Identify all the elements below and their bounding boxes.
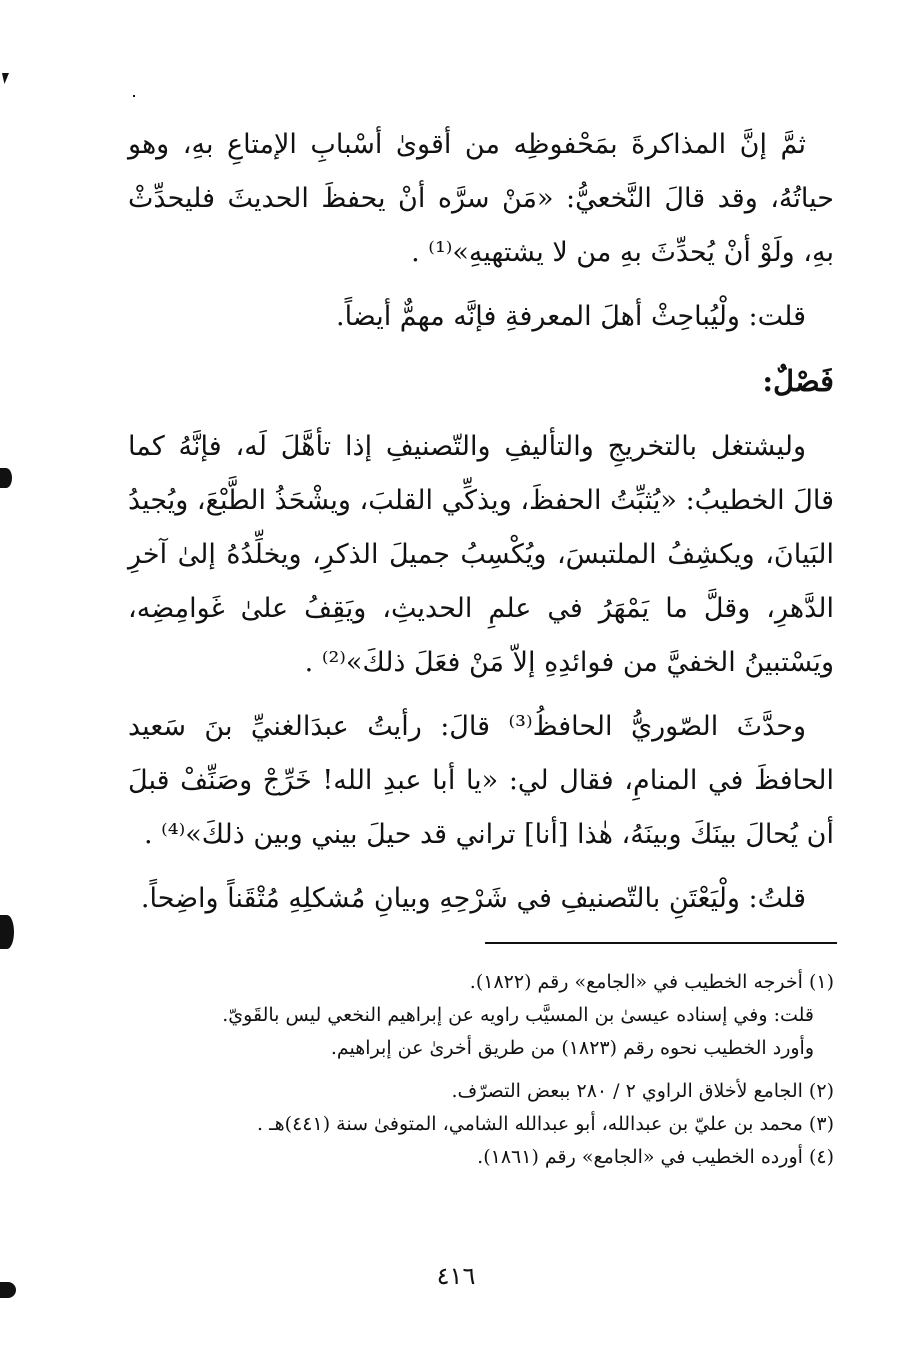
footnotes [150, 966, 834, 1174]
paragraph-discussion: قلت: ولْيُباحِثْ أهلَ المعرفةِ فإنَّه مهمٌّ أيضاً. [335, 301, 806, 332]
paragraph-memorization: ثمَّ إنَّ المذاكرةَ بمَحْفوظِه من أقوىٰ أسْبابِ الإمتاعِ بهِ، وهو حياتُهُ، وقد قالَ النَّخعيُّ: «مَنْ سرَّه أنْ يحفظَ الحديثَ فليحدِّثْ بهِ، ولَوْ أنْ يُحدِّثَ بهِ من لا يشتهيهِ»⁽¹⁾ . [128, 129, 834, 268]
scan-mark-edge-2 [0, 915, 14, 949]
footnote-separator [485, 942, 837, 944]
footnote-gap [150, 1065, 834, 1075]
scan-mark-top [2, 73, 9, 84]
paragraph-explanation: قلتُ: ولْيَعْتَنِ بالتّصنيفِ في شَرْحِهِ وبيانِ مُشكلِهِ مُتْقَناً واضِحاً. [140, 883, 806, 914]
page-number: ٤١٦ [436, 1262, 476, 1290]
footnote-2: (٢) الجامع لأخلاق الراوي ٢ / ٢٨٠ ببعض التصرّف. [451, 1080, 834, 1102]
scan-dot [133, 95, 135, 97]
footnote-3: (٣) محمد بن عليّ بن عبدالله، أبو عبدالله الشامي، المتوفىٰ سنة (٤٤١)هـ . [257, 1113, 834, 1135]
section-heading: فَصْلٌ: [762, 364, 834, 398]
scan-mark-edge-1 [0, 468, 12, 488]
footnote-4: (٤) أورده الخطيب في «الجامع» رقم (١٨٦١). [477, 1146, 834, 1168]
footnote-1-note: قلت: وفي إسناده عيسىٰ بن المسيَّب راويه عن إبراهيم النخعي ليس بالقَويّ. [222, 1004, 814, 1026]
footnote-1: (١) أخرجه الخطيب في «الجامع» رقم (١٨٢٢). [469, 971, 834, 993]
paragraph-authoring: وليشتغل بالتخريجِ والتأليفِ والتّصنيفِ إذا تأهَّلَ لَه، فإنَّهُ كما قالَ الخطيبُ: «يُثبِّتُ الحفظَ، ويذكِّي القلبَ، ويشْحَذُ الطَّبْعَ، ويُجيدُ البَيانَ، ويكشِفُ الملتبسَ، ويُكْسِبُ جميلَ الذكرِ، ويخلِّدُهُ إلىٰ آخرِ الدَّهرِ، وقلَّ ما يَمْهَرُ في علمِ الحديثِ، ويَقِفُ علىٰ غَوامِضِه، ويَسْتبينُ الخفيَّ من فوائدِهِ إلاّ مَنْ فعَلَ ذلكَ»⁽²⁾ . [128, 431, 834, 678]
footnote-1-note-2: وأورد الخطيب نحوه رقم (١٨٢٣) من طريق أخرىٰ عن إبراهيم. [330, 1037, 814, 1059]
paragraph-dream: وحدَّثَ الصّوريُّ الحافظُ⁽³⁾ قالَ: رأيتُ عبدَالغنيِّ بنَ سَعيد الحافظَ في المنامِ، فقال لي: «يا أبا عبدِ الله! خَرِّجْ وصَنِّفْ قبلَ أن يُحالَ بينَكَ وبينَهُ، هٰذا [أنا] تراني قد حيلَ بيني وبين ذلكَ»⁽⁴⁾ . [128, 711, 834, 850]
main-text [128, 118, 834, 936]
